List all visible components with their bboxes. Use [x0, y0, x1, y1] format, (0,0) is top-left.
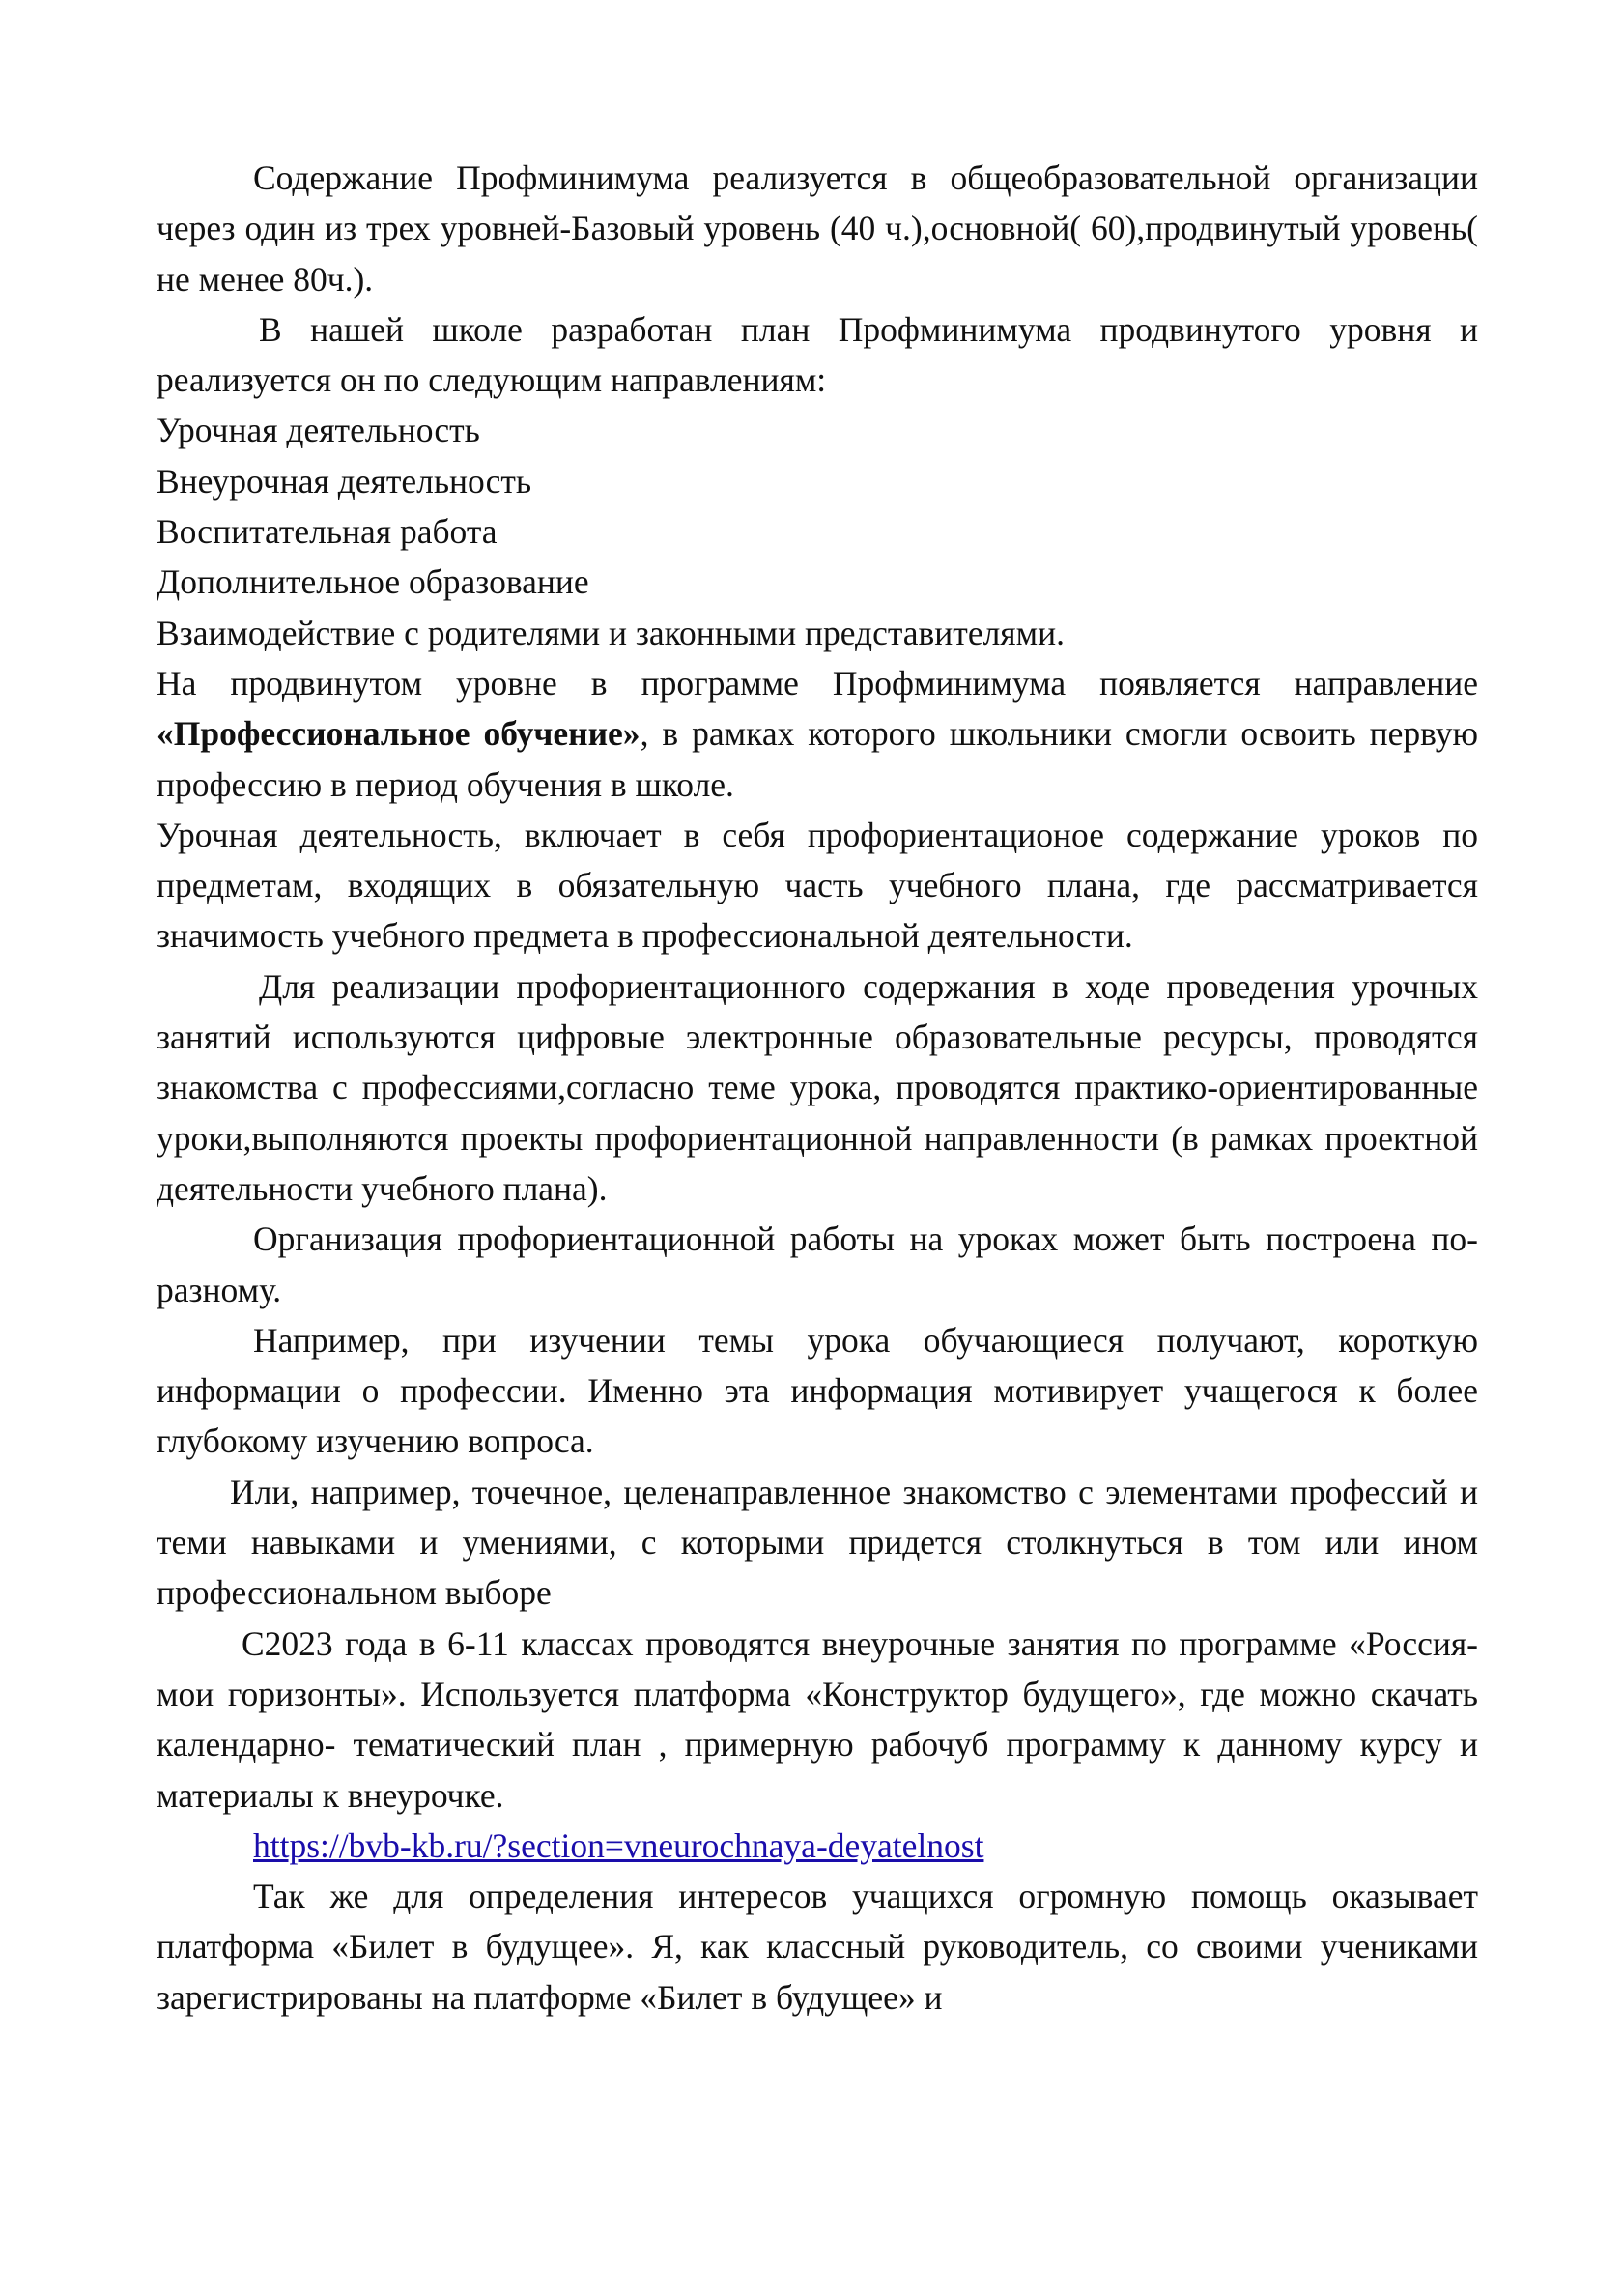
- paragraph-lesson-activity: Урочная деятельность, включает в себя профориентационое содержание уроков по предметам, входящих в обязательную часть учебного плана, где рассматривается значимость учебного предмета в профессиональной деятельности.: [157, 815, 1478, 956]
- professional-training-bold: «Профессиональное обучение»: [157, 714, 641, 754]
- paragraph-advanced-level-end: , в рамках которого школьники смогли освоить первую профессию в период обучения в школе.: [157, 714, 1478, 804]
- paragraph-advanced-level-start: На продвинутом уровне в программе Профминимума появляется направление: [157, 663, 1478, 703]
- paragraph-example-1: Например, при изучении темы урока обучающиеся получают, короткую информации о профессии. Именно эта информация мотивирует учащегося к более глубокому изучению вопроса.: [157, 1320, 1478, 1461]
- document-page: [157, 153, 1478, 2023]
- paragraph-advanced-level: [157, 658, 1478, 810]
- paragraph-school-plan: В нашей школе разработан план Профминимума продвинутого уровня и реализуется он по следующим направлениям:: [157, 309, 1478, 400]
- list-item-additional-education: Дополнительное образование: [157, 562, 589, 602]
- link-line: [157, 1821, 1478, 1871]
- platform-link[interactable]: https://bvb-kb.ru/?section=vneurochnaya-deyatelnost: [253, 1825, 984, 1865]
- list-item-extracurricular: Внеурочная деятельность: [157, 461, 532, 501]
- paragraph-profminimum-levels: Содержание Профминимума реализуется в общеобразовательной организации через один из трех уровней-Базовый уровень (40 ч.),основной( 60),продвинутый уровень( не менее 80ч.).: [157, 158, 1478, 299]
- list-item-parents-interaction: Взаимодействие с родителями и законными представителями.: [157, 613, 1065, 652]
- paragraph-organization: Организация профориентационной работы на уроках может быть построена по-разному.: [157, 1220, 1478, 1309]
- paragraph-career-content: Для реализации профориентационного содержания в ходе проведения урочных занятий используются цифровые электронные образовательные ресурсы, проводятся знакомства с профессиями,согласно теме урока, проводятся практико-ориентированные уроки,выполняются проекты профориентационной направленности (в рамках проектной деятельности учебного плана).: [157, 966, 1478, 1208]
- paragraph-russia-horizons: С2023 года в 6-11 классах проводятся внеурочные занятия по программе «Россия-мои горизонты». Используется платформа «Конструктор будущего», где можно скачать календарно- тематический план , примерную рабочуб программу к данному курсу и материалы к внеурочке.: [157, 1623, 1478, 1815]
- list-item-lessons: Урочная деятельность: [157, 411, 480, 450]
- paragraph-ticket-to-future: Так же для определения интересов учащихся огромную помощь оказывает платформа «Билет в будущее». Я, как классный руководитель, со своими учениками зарегистрированы на платформе «Билет в будущее» и: [157, 1877, 1478, 2017]
- list-item-upbringing: Воспитательная работа: [157, 512, 498, 552]
- paragraph-example-2: Или, например, точечное, целенаправленное знакомство с элементами профессий и теми навыками и умениями, с которыми придется столкнуться в том или ином профессиональном выборе: [157, 1472, 1478, 1613]
